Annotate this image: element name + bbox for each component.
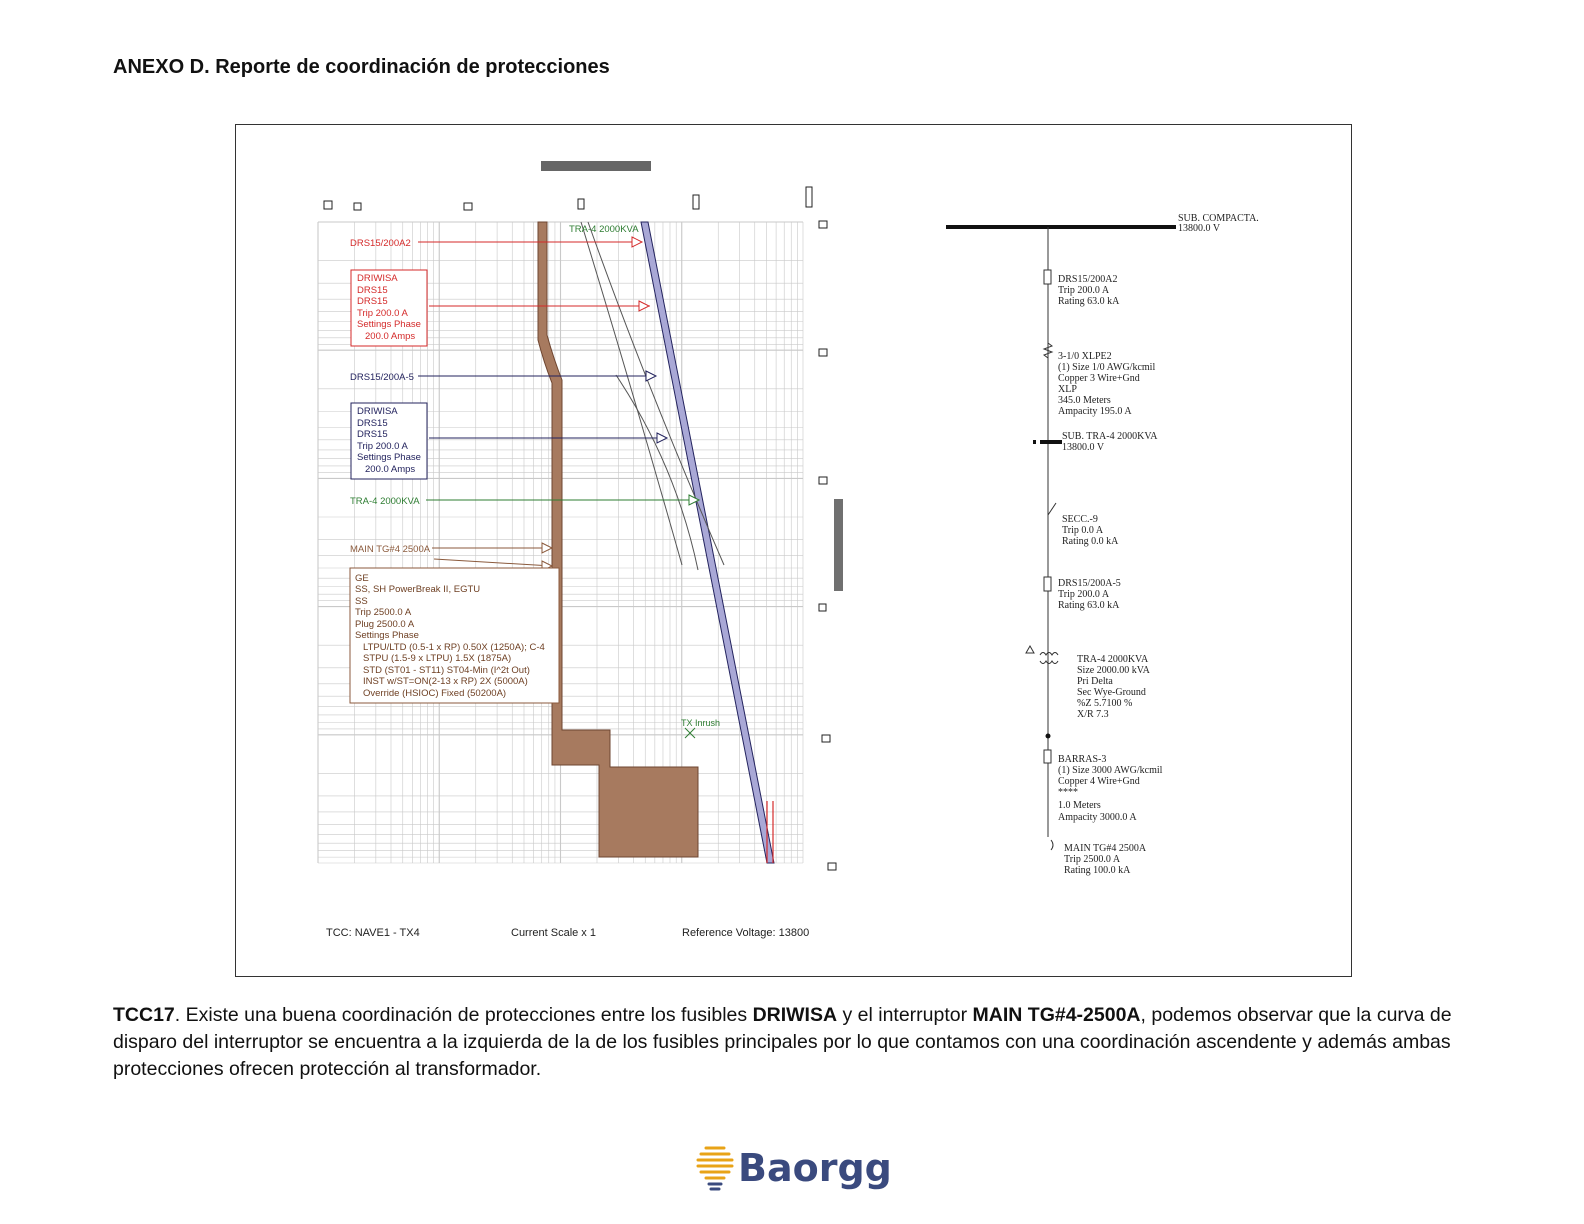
svg-text:DRS15: DRS15: [357, 418, 388, 429]
svg-text:%Z 5.7100 %: %Z 5.7100 %: [1077, 698, 1133, 709]
label-tra4: TRA-4 2000KVA: [350, 496, 420, 507]
svg-text:SS: SS: [355, 596, 368, 607]
svg-text:X/R 7.3: X/R 7.3: [1077, 709, 1109, 720]
caption-bold-driwisa: DRIWISA: [752, 1004, 838, 1026]
svg-text:13800.0 V: 13800.0 V: [1062, 442, 1105, 453]
caption-text-3: , podemos observar que la curva de disparo del interruptor se encuentra a la izquierda de la de los fusibles principales por lo que contamos con una coordinación ascendente y además ambas protecciones ofrecen protección al transformador.: [113, 1004, 1452, 1080]
svg-text:Trip 200.0 A: Trip 200.0 A: [1058, 589, 1110, 600]
tx-inrush-label: TX Inrush: [681, 718, 721, 728]
svg-text:Override (HSIOC) Fixed (50200A: Override (HSIOC) Fixed (50200A): [363, 688, 507, 699]
svg-text:Trip 2500.0 A: Trip 2500.0 A: [355, 607, 412, 618]
svg-text:(1) Size 1/0 AWG/kcmil: (1) Size 1/0 AWG/kcmil: [1058, 362, 1156, 373]
svg-text:MAIN TG#4 2500A: MAIN TG#4 2500A: [1064, 843, 1147, 854]
svg-text:Size 2000.00 kVA: Size 2000.00 kVA: [1077, 665, 1150, 676]
svg-text:Ampacity 195.0 A: Ampacity 195.0 A: [1058, 406, 1132, 417]
svg-text:Trip 0.0 A: Trip 0.0 A: [1062, 525, 1104, 536]
tcc-diagram-svg: [236, 125, 1351, 976]
svg-text:13800.0 V: 13800.0 V: [1178, 223, 1221, 234]
blurred-title: [541, 161, 651, 171]
svg-text:Pri Delta: Pri Delta: [1077, 676, 1113, 687]
svg-text:DRS15: DRS15: [357, 296, 388, 307]
svg-text:DRS15: DRS15: [357, 429, 388, 440]
tx-inrush-mark: [685, 728, 695, 738]
svg-text:LTPU/LTD (0.5-1 x RP) 0.50X (1: LTPU/LTD (0.5-1 x RP) 0.50X (1250A); C-4: [363, 642, 545, 653]
svg-text:1.0 Meters: 1.0 Meters: [1058, 800, 1101, 811]
svg-text:DRS15/200A-5: DRS15/200A-5: [1058, 578, 1121, 589]
svg-text:DRIWISA: DRIWISA: [357, 406, 398, 417]
svg-text:Copper 3 Wire+Gnd: Copper 3 Wire+Gnd: [1058, 373, 1140, 384]
svg-text:Settings Phase: Settings Phase: [357, 452, 421, 463]
svg-text:BARRAS-3: BARRAS-3: [1058, 754, 1107, 765]
svg-text:STD (ST01 - ST11) ST04-Min (I^: STD (ST01 - ST11) ST04-Min (I^2t Out): [363, 665, 530, 676]
svg-text:345.0 Meters: 345.0 Meters: [1058, 395, 1111, 406]
svg-text:Rating 63.0 kA: Rating 63.0 kA: [1058, 296, 1120, 307]
svg-text:Sec Wye-Ground: Sec Wye-Ground: [1077, 687, 1146, 698]
svg-text:Rating 0.0 kA: Rating 0.0 kA: [1062, 536, 1119, 547]
svg-text:SUB. COMPACTA.: SUB. COMPACTA.: [1178, 213, 1259, 224]
svg-text:Settings Phase: Settings Phase: [357, 319, 421, 330]
svg-text:Trip 200.0 A: Trip 200.0 A: [1058, 285, 1110, 296]
svg-text:STPU (1.5-9 x LTPU) 1.5X (1875: STPU (1.5-9 x LTPU) 1.5X (1875A): [363, 653, 512, 664]
caption-lead: TCC17: [113, 1004, 175, 1026]
baorgg-logo: [696, 1142, 892, 1194]
caption-bold-main: MAIN TG#4-2500A: [972, 1004, 1141, 1026]
svg-text:SUB. TRA-4 2000KVA: SUB. TRA-4 2000KVA: [1062, 431, 1158, 442]
svg-text:DRS15: DRS15: [357, 285, 388, 296]
svg-text:GE: GE: [355, 573, 369, 584]
page-heading: ANEXO D. Reporte de coordinación de protecciones: [113, 56, 610, 78]
svg-text:Plug 2500.0 A: Plug 2500.0 A: [355, 619, 415, 630]
svg-text:(1) Size 3000 AWG/kcmil: (1) Size 3000 AWG/kcmil: [1058, 765, 1163, 776]
svg-text:Trip 2500.0 A: Trip 2500.0 A: [1064, 854, 1121, 865]
svg-text:Ampacity 3000.0 A: Ampacity 3000.0 A: [1058, 812, 1137, 823]
svg-text:Rating 63.0 kA: Rating 63.0 kA: [1058, 600, 1120, 611]
fuse2-symbol: [1044, 577, 1051, 591]
switch-symbol: [1048, 503, 1056, 515]
footer-current-scale: Current Scale x 1: [511, 927, 596, 939]
svg-text:Copper 4 Wire+Gnd: Copper 4 Wire+Gnd: [1058, 776, 1140, 787]
svg-text:SECC.-9: SECC.-9: [1062, 514, 1098, 525]
breaker-symbol: [1051, 840, 1053, 850]
svg-text:DRS15/200A2: DRS15/200A2: [1058, 274, 1118, 285]
busway-symbol: [1044, 750, 1051, 763]
transformer-symbol: [1026, 646, 1058, 664]
label-tra4-top: TRA-4 2000KVA: [569, 224, 639, 235]
logo-text: Baorgg: [738, 1146, 892, 1190]
svg-text:SS, SH PowerBreak II, EGTU: SS, SH PowerBreak II, EGTU: [355, 584, 481, 595]
svg-text:200.0 Amps: 200.0 Amps: [365, 331, 416, 342]
tcc-figure: [235, 124, 1352, 977]
svg-text:DRIWISA: DRIWISA: [357, 273, 398, 284]
caption-text-1: . Existe una buena coordinación de protecciones entre los fusibles: [174, 1004, 753, 1026]
label-drs15-200a5: DRS15/200A-5: [350, 372, 414, 383]
fuse1-symbol: [1044, 270, 1051, 284]
svg-text:Settings Phase: Settings Phase: [355, 630, 419, 641]
svg-text:Rating 100.0 kA: Rating 100.0 kA: [1064, 865, 1131, 876]
svg-text:****: ****: [1058, 787, 1078, 798]
svg-text:XLP: XLP: [1058, 384, 1077, 395]
blurred-axis-label: [834, 499, 843, 591]
label-drs15-200a2: DRS15/200A2: [350, 238, 411, 249]
svg-text:200.0 Amps: 200.0 Amps: [365, 464, 416, 475]
svg-text:TRA-4 2000KVA: TRA-4 2000KVA: [1077, 654, 1149, 665]
svg-text:INST w/ST=ON(2-13 x RP) 2X (50: INST w/ST=ON(2-13 x RP) 2X (5000A): [363, 676, 528, 687]
lightbulb-icon: [696, 1142, 734, 1194]
label-main-tg4: MAIN TG#4 2500A: [350, 544, 431, 555]
svg-text:Trip 200.0 A: Trip 200.0 A: [357, 308, 408, 319]
svg-text:3-1/0 XLPE2: 3-1/0 XLPE2: [1058, 351, 1112, 362]
footer-tcc: TCC: NAVE1 - TX4: [326, 927, 420, 939]
footer-reference-voltage: Reference Voltage: 13800: [682, 927, 810, 939]
one-line-labels: [1058, 213, 1259, 876]
figure-caption: [113, 1002, 1478, 1083]
caption-text-2: y el interruptor: [837, 1004, 973, 1026]
svg-text:Trip 200.0 A: Trip 200.0 A: [357, 441, 408, 452]
